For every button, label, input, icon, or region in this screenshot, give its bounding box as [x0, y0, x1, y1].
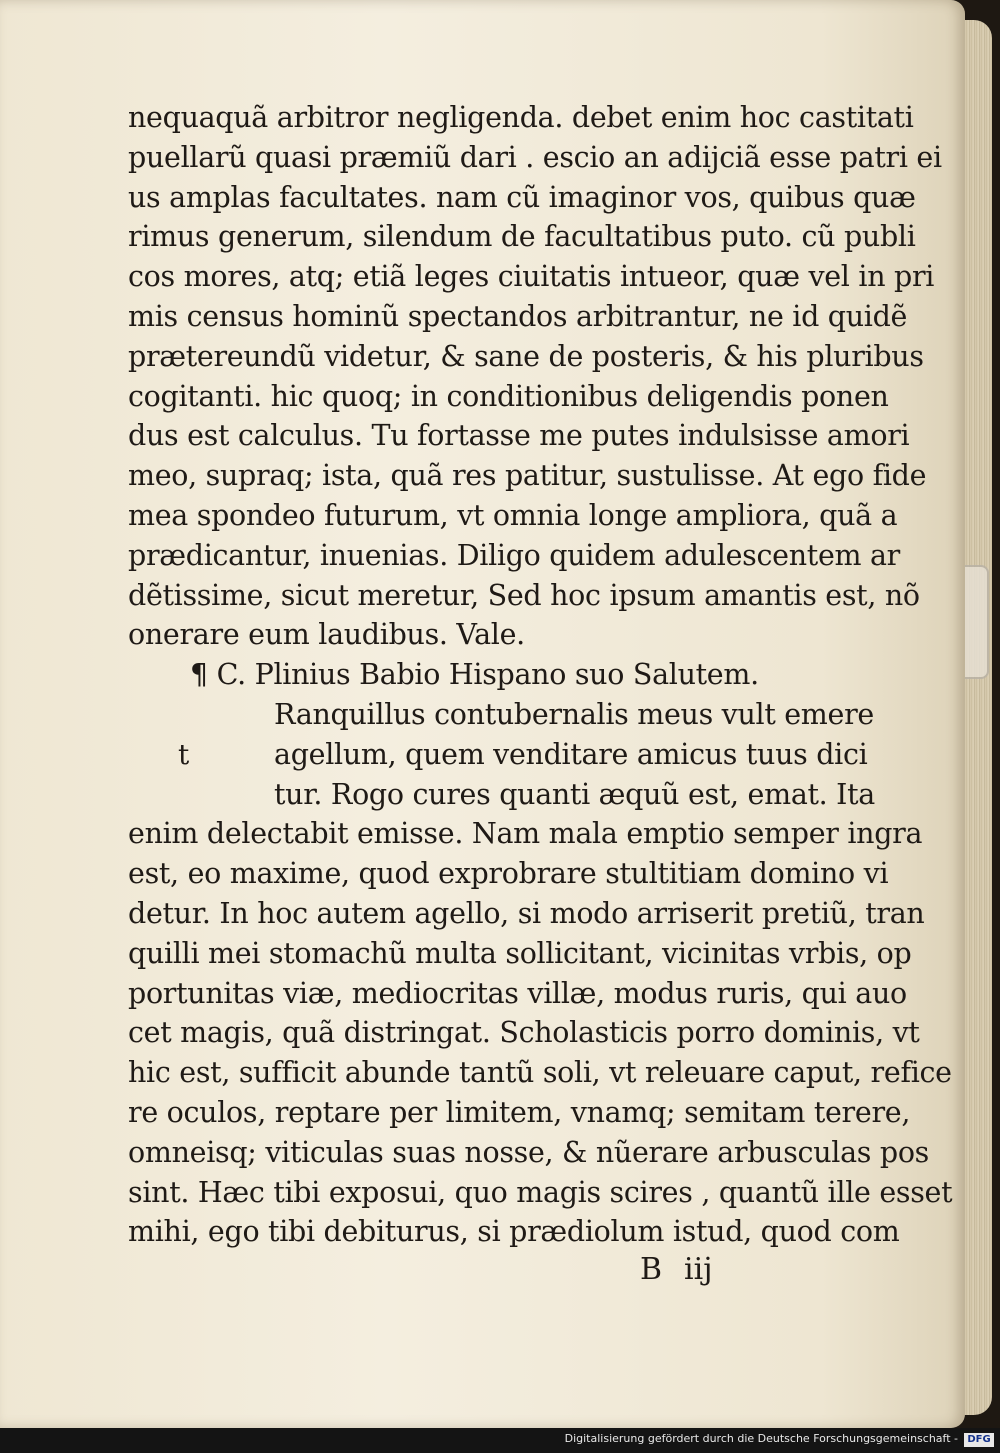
- text-line: mis census hominũ spectandos arbitrantur, ne id quidẽ: [128, 299, 908, 333]
- text-line: us amplas facultates. nam cũ imaginor vos, quibus quæ: [128, 180, 916, 214]
- text-line: meo, supraq; ista, quã res patitur, sustulisse. At ego fide: [128, 459, 927, 493]
- initial-letter: t: [178, 737, 189, 771]
- text-line: agellum, quem venditare amicus tuus dici: [274, 737, 868, 771]
- text-line: mea spondeo futurum, vt omnia longe ampliora, quã a: [128, 498, 898, 532]
- text-line: re oculos, reptare per limitem, vnamq; semitam terere,: [128, 1095, 911, 1129]
- page-text: [128, 98, 953, 1252]
- text-line: onerare eum laudibus. Vale.: [128, 618, 525, 652]
- text-line: enim delectabit emisse. Nam mala emptio semper ingra: [128, 817, 923, 851]
- text-line: sint. Hæc tibi exposui, quo magis scires , quantũ ille esset: [128, 1175, 953, 1209]
- text-line: rimus generum, silendum de facultatibus puto. cũ publi: [128, 220, 916, 254]
- text-line: Ranquillus contubernalis meus vult emere: [274, 697, 874, 731]
- text-line: cogitanti. hic quoq; in conditionibus deligendis ponen: [128, 379, 889, 413]
- text-line-with-initial: [128, 735, 868, 775]
- footer-credit: Digitalisierung gefördert durch die Deutsche Forschungsgemeinschaft -: [564, 1432, 958, 1445]
- paragraph-mark-icon: ¶: [190, 658, 208, 692]
- text-line: omneisq; viticulas suas nosse, & nũerare arbusculas pos: [128, 1135, 929, 1169]
- text-line: dus est calculus. Tu fortasse me putes indulsisse amori: [128, 419, 910, 453]
- text-line: hic est, sufficit abunde tantũ soli, vt releuare caput, refice: [128, 1056, 952, 1090]
- text-line: prædicantur, inuenias. Diligo quidem adulescentem ar: [128, 538, 901, 572]
- text-line: tur. Rogo cures quanti æquũ est, emat. Ita: [274, 777, 875, 811]
- text-line: est, eo maxime, quod exprobrare stultitiam domino vi: [128, 857, 889, 891]
- letter-heading: [128, 655, 798, 695]
- text-line: puellarũ quasi præmiũ dari . escio an adijciã esse patri ei: [128, 140, 942, 174]
- dfg-logo-icon: DFG: [964, 1433, 994, 1447]
- text-line: mihi, ego tibi debiturus, si prædiolum istud, quod com: [128, 1215, 900, 1249]
- text-line: detur. In hoc autem agello, si modo arriserit pretiũ, tran: [128, 896, 925, 930]
- signature-letter: B: [640, 1252, 663, 1287]
- text-line: cet magis, quã distringat. Scholasticis porro dominis, vt: [128, 1016, 920, 1050]
- text-line: dẽtissime, sicut meretur, Sed hoc ipsum amantis est, nõ: [128, 578, 920, 612]
- text-line: portunitas viæ, mediocritas villæ, modus ruris, qui auo: [128, 976, 907, 1010]
- text-line: quilli mei stomachũ multa sollicitant, vicinitas vrbis, op: [128, 936, 912, 970]
- letter-heading-text: C. Plinius Babio Hispano suo Salutem.: [216, 658, 759, 692]
- text-line: cos mores, atq; etiã leges ciuitatis intueor, quæ vel in pri: [128, 260, 935, 294]
- text-line: prætereundũ videtur, & sane de posteris, & his pluribus: [128, 339, 924, 373]
- signature-mark: [640, 1252, 713, 1287]
- signature-number: iij: [684, 1252, 713, 1287]
- text-line: nequaquã arbitror negligenda. debet enim hoc castitati: [128, 101, 914, 134]
